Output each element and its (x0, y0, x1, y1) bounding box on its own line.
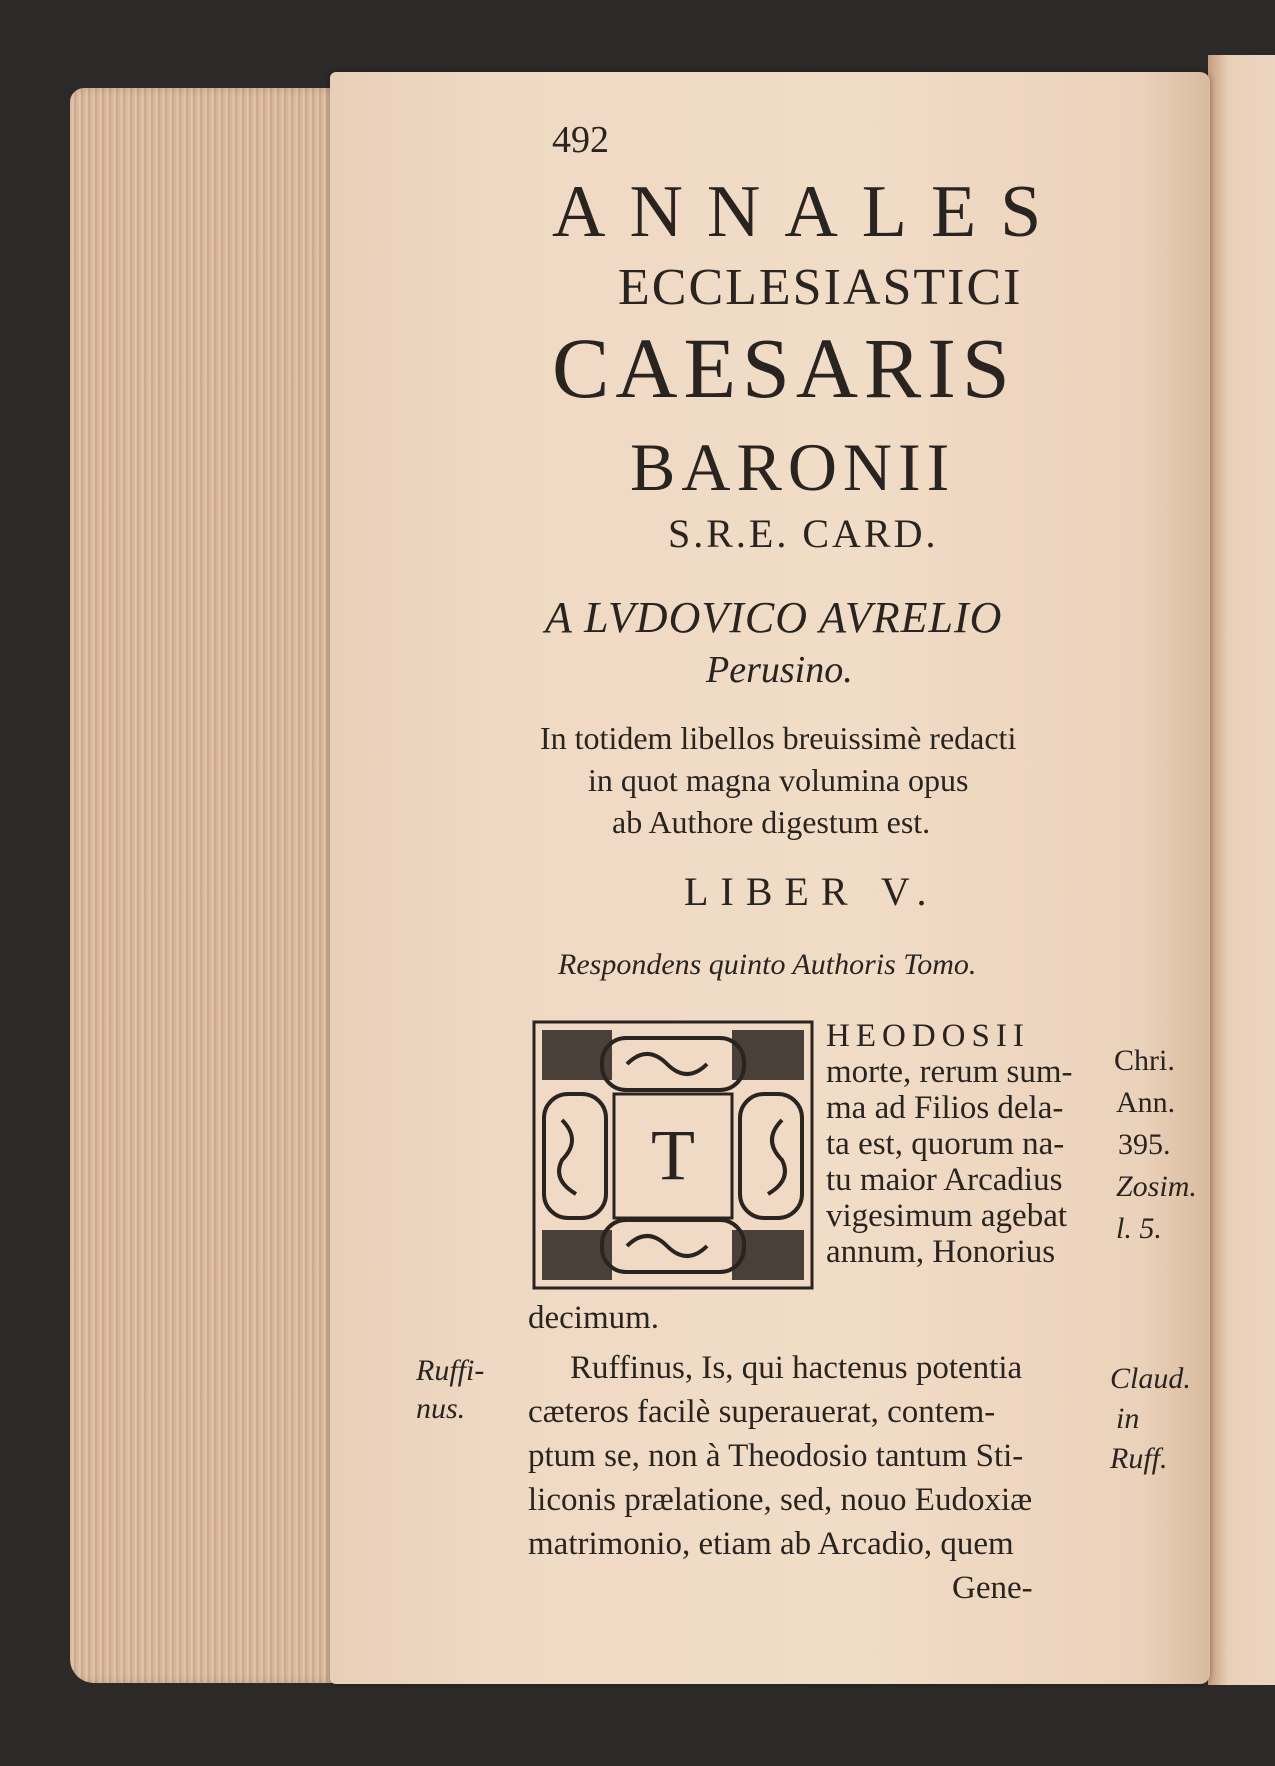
paragraph-line: tu maior Arcadius (826, 1162, 1063, 1198)
page-number: 492 (552, 119, 609, 161)
title-caesaris: CAESARIS (552, 320, 1016, 416)
intro-line: In totidem libellos breuissimè redacti (540, 720, 1017, 756)
paragraph-line: ptum se, non à Theodosio tantum Sti- (528, 1438, 1024, 1474)
right-margin-note: Claud. (1110, 1362, 1191, 1395)
drop-cap-letter: T (651, 1114, 695, 1195)
drop-cap-ornament (532, 1020, 814, 1290)
liber-heading: LIBER V. (684, 869, 939, 914)
paragraph-line: morte, rerum sum- (826, 1054, 1073, 1090)
intro-line: ab Authore digestum est. (612, 804, 931, 840)
right-margin-note: l. 5. (1116, 1212, 1162, 1245)
paragraph-line: annum, Honorius (826, 1234, 1056, 1270)
right-margin-note: Chri. (1114, 1044, 1175, 1077)
paragraph-line: HEODOSII (826, 1018, 1030, 1054)
facing-page-edge (1208, 55, 1275, 1685)
right-margin-note: Ann. (1116, 1086, 1176, 1119)
title-card: S.R.E. CARD. (668, 511, 939, 556)
editor-place: Perusino. (706, 649, 853, 691)
title-ecclesiastici: ECCLESIASTICI (618, 259, 1023, 316)
title-baronii: BARONII (630, 429, 956, 505)
title-annales: ANNALES (552, 171, 1066, 253)
right-margin-note: Zosim. (1116, 1170, 1197, 1203)
right-margin-note: Ruff. (1110, 1442, 1168, 1475)
page-edges (70, 88, 340, 1683)
paragraph-line: vigesimum agebat (826, 1198, 1068, 1234)
paragraph-line: ma ad Filios dela- (826, 1090, 1064, 1126)
paragraph-line: matrimonio, etiam ab Arcadio, quem (528, 1526, 1014, 1562)
catchword: Gene- (952, 1570, 1033, 1606)
paragraph-line: Ruffinus, Is, qui hactenus potentia (570, 1350, 1023, 1386)
paragraph-line: liconis prælatione, sed, nouo Eudoxiæ (528, 1482, 1033, 1518)
respondens-line: Respondens quinto Authoris Tomo. (558, 948, 977, 981)
right-margin-note: 395. (1118, 1128, 1171, 1161)
intro-line: in quot magna volumina opus (588, 762, 969, 798)
paragraph-line: decimum. (528, 1300, 660, 1336)
left-margin-note: nus. (416, 1392, 466, 1425)
paragraph-line: ta est, quorum na- (826, 1126, 1065, 1162)
right-margin-note: in (1116, 1402, 1140, 1435)
left-margin-note: Ruffi- (416, 1354, 485, 1387)
paragraph-line: cæteros facilè superauerat, contem- (528, 1394, 996, 1430)
editor-line: A LVDOVICO AVRELIO (545, 593, 1003, 642)
